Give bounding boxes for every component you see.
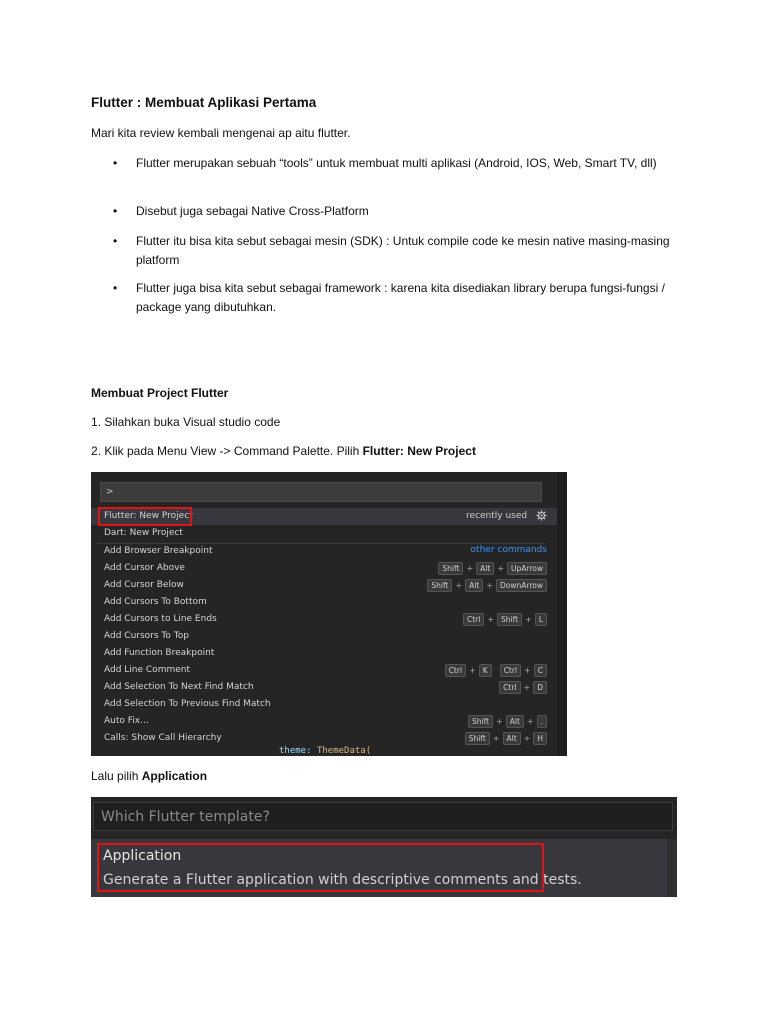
command-palette-screenshot <box>91 472 567 756</box>
section-title: Membuat Project Flutter <box>91 386 229 400</box>
command-item[interactable] <box>91 543 557 560</box>
keybinding: Shift + Alt + H <box>465 732 547 745</box>
template-title: Application <box>103 848 182 864</box>
key: Shift <box>438 562 463 575</box>
keybinding: Ctrl + K Ctrl + C <box>445 664 547 677</box>
key: Ctrl <box>499 681 520 694</box>
command-label: Add Cursor Above <box>104 563 185 573</box>
bullet-marker: • <box>113 234 118 248</box>
command-label: Add Cursor Below <box>104 580 184 590</box>
command-item[interactable] <box>91 525 557 542</box>
key: Ctrl <box>445 664 466 677</box>
highlight-box <box>97 843 544 892</box>
command-item[interactable] <box>91 679 557 696</box>
command-label: Add Selection To Next Find Match <box>104 682 254 692</box>
step-3-text: Lalu pilih <box>91 769 142 783</box>
command-label: Calls: Show Call Hierarchy <box>104 733 222 743</box>
key: Ctrl <box>500 664 521 677</box>
bullet-marker: • <box>113 281 118 295</box>
key: Ctrl <box>463 613 484 626</box>
command-label: Add Browser Breakpoint <box>104 546 213 556</box>
key: D <box>533 681 547 694</box>
bullet-item <box>113 232 683 272</box>
bullet-item <box>113 279 683 319</box>
key: Shift <box>465 732 490 745</box>
command-item[interactable] <box>91 696 557 713</box>
editor-edge <box>557 472 567 756</box>
bullet-text: Flutter juga bisa kita sebut sebagai framework : karena kita disediakan library berupa fungsi-fungsi / package yang dibutuhkan. <box>136 281 665 314</box>
key: Alt <box>503 732 521 745</box>
key: Alt <box>465 579 483 592</box>
recently-used-label: recently used <box>466 511 528 521</box>
keybinding: Ctrl + D <box>499 681 547 694</box>
template-description: Generate a Flutter application with descriptive comments and tests. <box>103 872 582 888</box>
bullet-marker: • <box>113 204 118 218</box>
command-item[interactable] <box>91 730 557 747</box>
keybinding: Ctrl + Shift + L <box>463 613 547 626</box>
code-behind <box>279 746 371 756</box>
key: H <box>533 732 547 745</box>
key: Shift <box>427 579 452 592</box>
command-label: Add Selection To Previous Find Match <box>104 699 271 709</box>
command-item[interactable] <box>91 577 557 594</box>
key: Shift <box>497 613 522 626</box>
command-label: Add Cursors To Top <box>104 631 189 641</box>
other-commands-label: other commands <box>470 545 547 555</box>
key: Shift <box>468 715 493 728</box>
keybinding: Shift + Alt + . <box>468 715 547 728</box>
step-3-bold: Application <box>141 769 208 783</box>
key: C <box>534 664 547 677</box>
bullet-text: Disebut juga sebagai Native Cross-Platform <box>136 204 369 218</box>
key: Alt <box>476 562 494 575</box>
step-1: 1. Silahkan buka Visual studio code <box>91 415 281 429</box>
step-3 <box>91 767 207 786</box>
code-value: ThemeData( <box>316 746 372 756</box>
step-2-bold: Flutter: New Project <box>362 444 476 458</box>
recently-used-tag <box>466 510 547 521</box>
keybinding: Shift + Alt + DownArrow <box>427 579 547 592</box>
key: Alt <box>506 715 524 728</box>
intro-paragraph: Mari kita review kembali mengenai ap aitu flutter. <box>91 126 351 140</box>
command-item[interactable] <box>91 628 557 645</box>
command-item[interactable] <box>91 662 557 679</box>
command-label: Add Cursors to Line Ends <box>104 614 217 624</box>
step-2 <box>91 442 476 461</box>
template-picker-screenshot <box>91 797 677 897</box>
command-item[interactable] <box>91 594 557 611</box>
command-palette-input[interactable]: > <box>100 482 542 502</box>
key: DownArrow <box>496 579 547 592</box>
highlight-box <box>98 507 192 526</box>
command-label: Add Function Breakpoint <box>104 648 215 658</box>
page-title: Flutter : Membuat Aplikasi Pertama <box>91 95 317 110</box>
key: . <box>537 715 547 728</box>
keybinding: Shift + Alt + UpArrow <box>438 562 547 575</box>
step-2-text: 2. Klik pada Menu View -> Command Palette. Pilih <box>91 444 363 458</box>
command-label: Flutter: New Project <box>104 511 193 521</box>
bullet-item <box>113 154 683 194</box>
command-label: Dart: New Project <box>104 528 183 538</box>
command-item[interactable] <box>91 611 557 628</box>
command-label: Add Line Comment <box>104 665 190 675</box>
bullet-text: Flutter itu bisa kita sebut sebagai mesin (SDK) : Untuk compile code ke mesin native masing-masing platform <box>136 234 670 267</box>
key: K <box>479 664 492 677</box>
command-label: Add Cursors To Bottom <box>104 597 207 607</box>
code-key: theme: <box>279 746 312 756</box>
template-search-input[interactable]: Which Flutter template? <box>93 802 673 831</box>
bullet-marker: • <box>113 156 118 170</box>
command-item[interactable] <box>91 645 557 662</box>
bullet-item <box>113 202 683 222</box>
command-item[interactable] <box>91 713 557 730</box>
gear-icon[interactable] <box>536 510 547 521</box>
bullet-text: Flutter merupakan sebuah “tools” untuk membuat multi aplikasi (Android, IOS, Web, Smart TV, dll) <box>136 156 657 170</box>
key: UpArrow <box>507 562 547 575</box>
key: L <box>535 613 547 626</box>
scrollbar[interactable] <box>667 839 677 897</box>
command-label: Auto Fix... <box>104 716 149 726</box>
command-item[interactable] <box>91 560 557 577</box>
